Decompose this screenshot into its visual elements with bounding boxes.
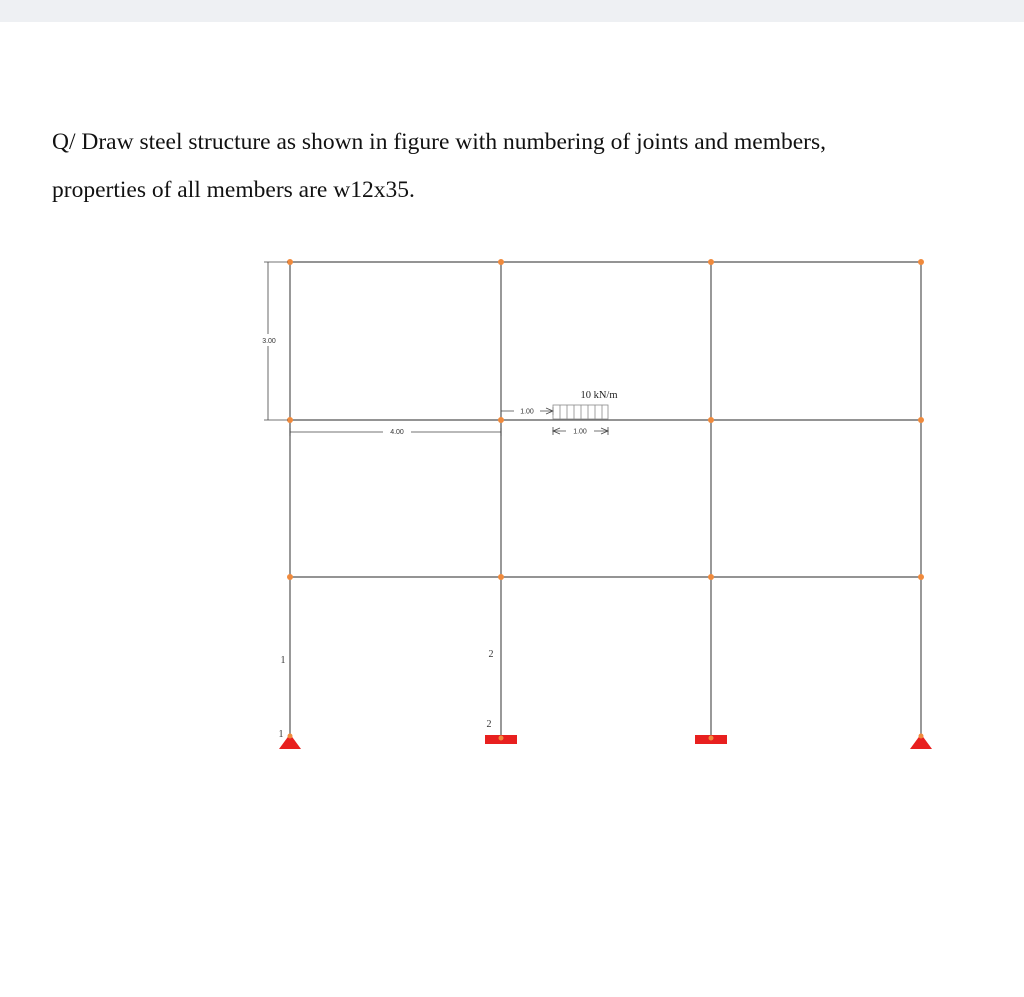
member-label-1: 1 (280, 655, 286, 666)
joint-node (708, 417, 714, 423)
span-dimension-label: 4.00 (390, 429, 404, 436)
question-line-2: properties of all members are w12x35. (52, 177, 415, 203)
support-joint-dots (288, 734, 924, 741)
supports (279, 734, 932, 749)
joint-node (918, 417, 924, 423)
frame-members (290, 262, 921, 740)
joint-node (287, 574, 293, 580)
height-dimension-label: 3.00 (262, 338, 276, 345)
joint-node (918, 259, 924, 265)
joint-node (708, 574, 714, 580)
joint-node (708, 259, 714, 265)
question-line-1: Q/ Draw steel structure as shown in figure with numbering of joints and members, (52, 129, 827, 155)
joint-node (498, 259, 504, 265)
load-length-label: 1.00 (573, 428, 587, 436)
joint-label-2: 2 (486, 719, 492, 730)
distributed-load (553, 405, 608, 419)
joint-label-1: 1 (278, 729, 284, 740)
load-label: 10 kN/m (580, 390, 618, 401)
joint-node (498, 417, 504, 423)
joint-node (498, 574, 504, 580)
member-label-2: 2 (488, 649, 494, 660)
load-offset-label: 1.00 (520, 408, 534, 416)
joint-node (918, 574, 924, 580)
